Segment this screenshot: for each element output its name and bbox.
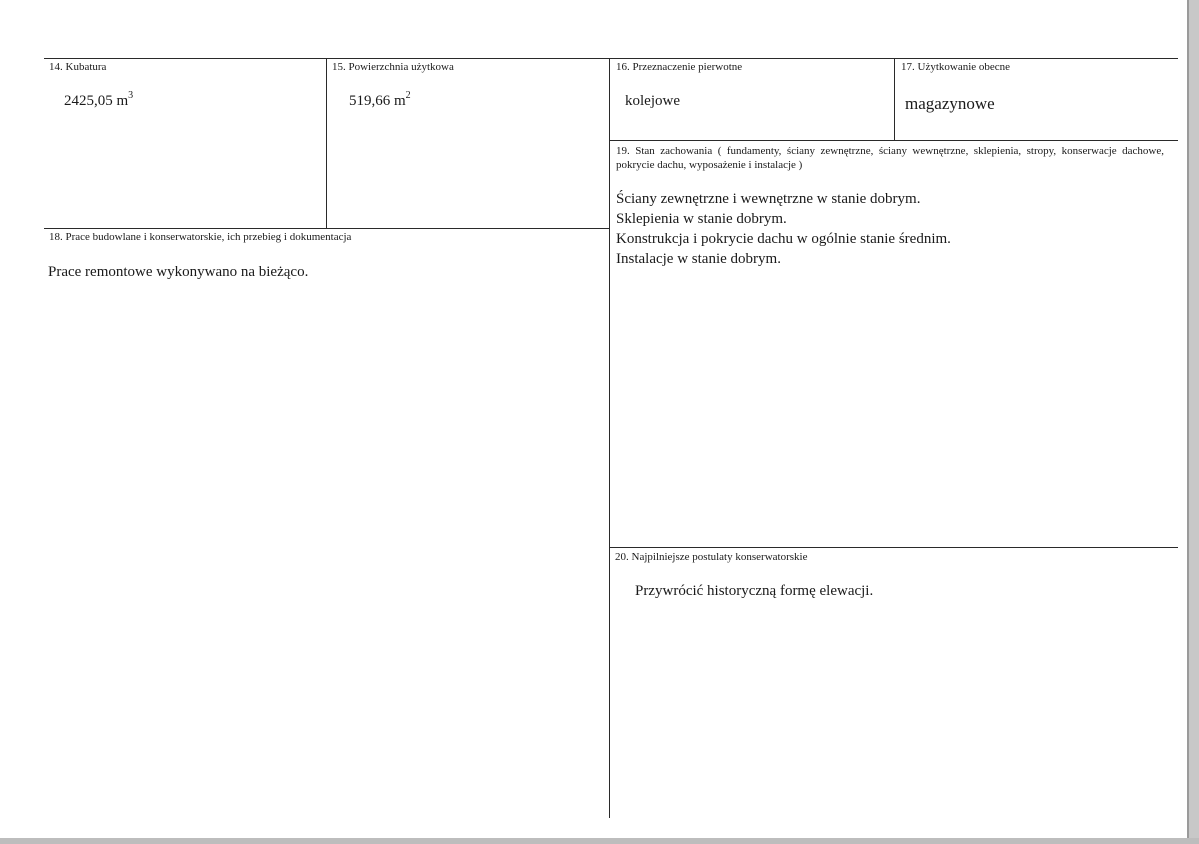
volume-value: 2425,05 m — [64, 93, 129, 109]
volume-unit-exponent: 3 — [128, 90, 134, 101]
field-15-label: 15. Powierzchnia użytkowa — [332, 61, 454, 73]
field-16-label: 16. Przeznaczenie pierwotne — [616, 61, 743, 73]
field-18-label: 18. Prace budowlane i konserwatorskie, ich przebieg i dokumentacja — [49, 231, 352, 243]
rule-16-17 — [894, 58, 895, 140]
condition-line-3: Konstrukcja i pokrycie dachu w ogólnie stanie średnim. — [616, 231, 951, 247]
area-value: 519,66 m — [349, 93, 406, 109]
condition-line-2: Sklepienia w stanie dobrym. — [616, 211, 787, 227]
rule-14-15 — [326, 58, 327, 228]
area-unit-exponent: 2 — [405, 90, 411, 101]
condition-line-4: Instalacje w stanie dobrym. — [616, 251, 781, 267]
field-15-value — [349, 92, 411, 111]
field-17-label: 17. Użytkowanie obecne — [901, 61, 1011, 73]
field-19-value — [616, 189, 951, 269]
scan-edge — [1189, 0, 1199, 844]
rule-15-18 — [44, 228, 610, 229]
center-divider — [609, 58, 610, 818]
field-14-label: 14. Kubatura — [49, 61, 107, 73]
field-20-label: 20. Najpilniejsze postulaty konserwatorskie — [615, 551, 808, 563]
field-20-value: Przywrócić historyczną formę elewacji. — [635, 583, 874, 599]
condition-line-1: Ściany zewnętrzne i wewnętrzne w stanie dobrym. — [616, 191, 921, 207]
scan-edge-bottom — [0, 838, 1199, 844]
rule-19-20 — [609, 547, 1178, 548]
top-rule — [44, 58, 1178, 59]
field-14-value — [64, 92, 133, 111]
field-17-value: magazynowe — [905, 94, 995, 113]
field-16-value: kolejowe — [625, 93, 680, 109]
field-18-value: Prace remontowe wykonywano na bieżąco. — [48, 264, 309, 280]
rule-17-19 — [609, 140, 1178, 141]
field-19-label: 19. Stan zachowania ( fundamenty, ściany zewnętrzne, ściany wewnętrzne, sklepienia, stropy, konserwacje dachowe, pokrycie dachu, wyposażenie i instalacje ) — [616, 145, 1164, 171]
